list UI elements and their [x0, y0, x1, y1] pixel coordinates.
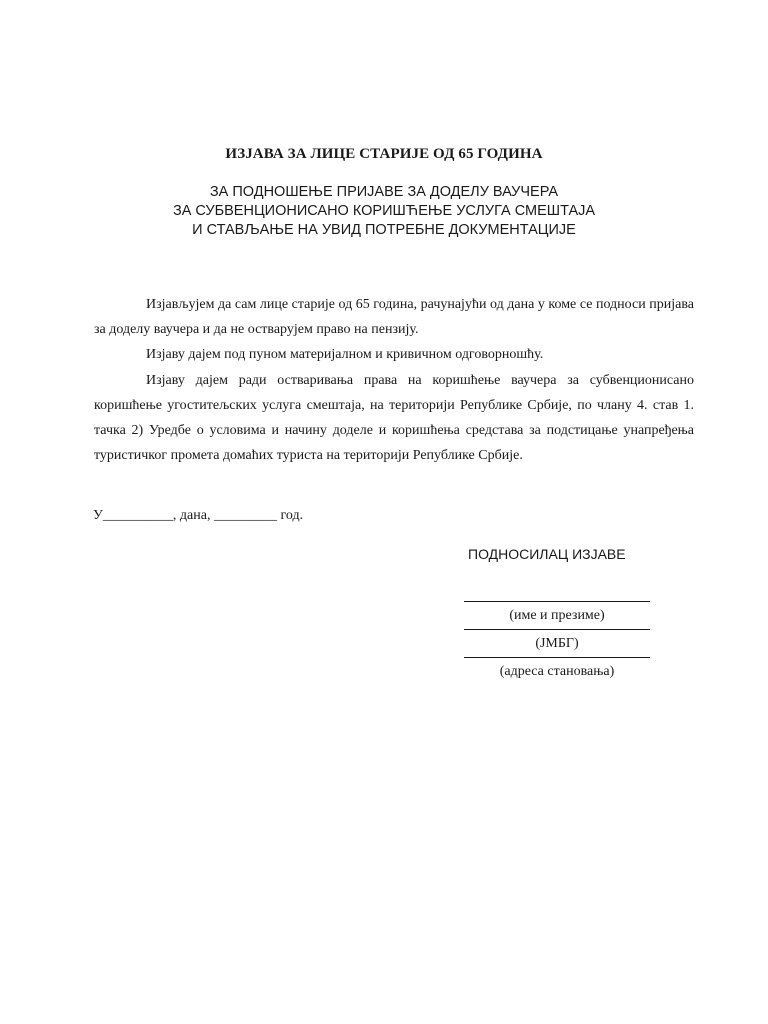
signature-label-jmbg: (ЈМБГ) — [535, 636, 579, 651]
document-title: ИЗЈАВА ЗА ЛИЦЕ СТАРИЈЕ ОД 65 ГОДИНА — [225, 146, 543, 162]
subtitle-line: И СТАВЉАЊЕ НА УВИД ПОТРЕБНЕ ДОКУМЕНТАЦИЈЕ — [192, 222, 576, 238]
statement-paragraph-liability: Изјаву дајем под пуном материјалном и кривичном одговорношћу. — [146, 347, 544, 363]
signature-block — [458, 546, 658, 680]
signature-label-name: (име и презиме) — [509, 608, 605, 623]
document-subtitle — [0, 183, 768, 240]
signature-title: ПОДНОСИЛАЦ ИЗЈАВЕ — [468, 546, 626, 562]
statement-body — [94, 292, 694, 468]
subtitle-line: ЗА ПОДНОШЕЊЕ ПРИЈАВЕ ЗА ДОДЕЛУ ВАУЧЕРА — [209, 184, 559, 200]
signature-label-address: (адреса становања) — [499, 664, 615, 679]
signature-line-address — [464, 656, 650, 658]
signature-line-name — [464, 600, 650, 602]
place-date-line: У__________, дана, _________ год. — [93, 508, 304, 523]
signature-line-jmbg — [464, 628, 650, 630]
statement-paragraph-purpose: Изјаву дајем ради остваривања права на коришћење ваучера за субвенционисано коришћење угоститељских услуга смештаја, на територији Републике Србије, по члану 4. став 1. тачка 2) Уредбе о условима и начину доделе и коришћења средстава за подстицање унапређења туристичког промета домаћих туриста на територији Републике Србије. — [94, 372, 694, 464]
subtitle-line: ЗА СУБВЕНЦИОНИСАНО КОРИШЋЕЊЕ УСЛУГА СМЕШТАЈА — [172, 203, 596, 219]
statement-paragraph-age: Изјављујем да сам лице старије од 65 година, рачунајући од дана у коме се подноси пријава за доделу ваучера и да не остварујем право на пензију. — [94, 297, 694, 338]
